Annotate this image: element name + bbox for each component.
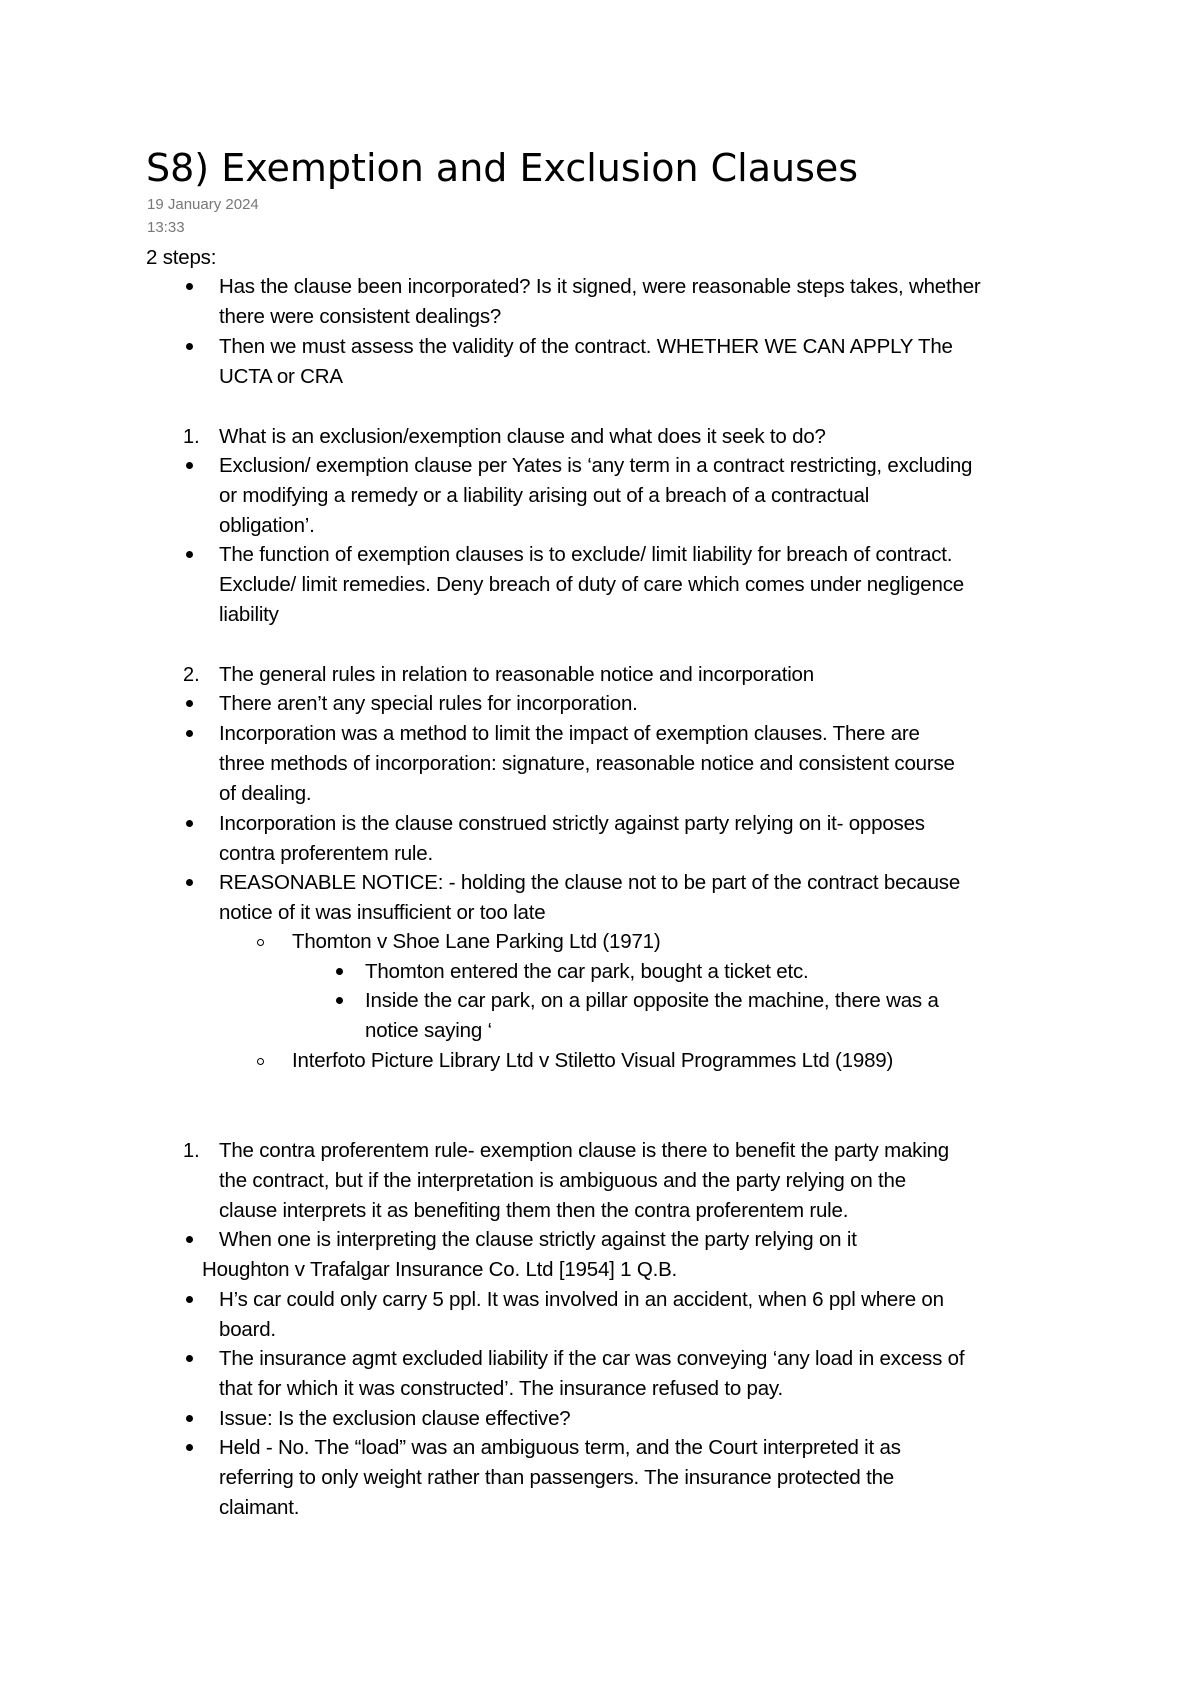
- bullet-line: Held - No. The “load” was an ambiguous term, and the Court interpreted it as: [219, 1436, 901, 1459]
- bullet-line: that for which it was constructed’. The insurance refused to pay.: [219, 1377, 783, 1400]
- bullet-icon: [186, 1444, 193, 1451]
- bullet-line: notice of it was insufficient or too late: [219, 901, 546, 924]
- bullet-line: referring to only weight rather than passengers. The insurance protected the: [219, 1466, 894, 1489]
- bullet-line: The insurance agmt excluded liability if the car was conveying ‘any load in excess of: [219, 1347, 965, 1370]
- bullet-line: board.: [219, 1318, 276, 1341]
- section-heading: clause interprets it as benefiting them then the contra proferentem rule.: [219, 1199, 849, 1222]
- bullet-line: There aren’t any special rules for incorporation.: [219, 692, 638, 715]
- bullet-line: contra proferentem rule.: [219, 842, 433, 865]
- bullet-line: H’s car could only carry 5 ppl. It was involved in an accident, when 6 ppl where on: [219, 1288, 944, 1311]
- bullet-line: Exclude/ limit remedies. Deny breach of duty of care which comes under negligence: [219, 573, 964, 596]
- list-number: 2.: [183, 664, 200, 686]
- intro-text: 2 steps:: [146, 246, 217, 269]
- bullet-icon: [186, 343, 193, 350]
- bullet-icon: [186, 730, 193, 737]
- bullet-line: obligation’.: [219, 514, 315, 537]
- list-number: 1.: [183, 1140, 200, 1162]
- step-line: UCTA or CRA: [219, 365, 343, 388]
- step-line: there were consistent dealings?: [219, 305, 502, 328]
- sub-bullet-line: Thomton entered the car park, bought a ticket etc.: [365, 960, 809, 983]
- bullet-icon: [186, 551, 193, 558]
- case-name: Interfoto Picture Library Ltd v Stiletto Visual Programmes Ltd (1989): [292, 1049, 894, 1072]
- bullet-icon: [186, 462, 193, 469]
- bullet-icon: [186, 283, 193, 290]
- bullet-icon: [336, 997, 343, 1004]
- bullet-line: Incorporation was a method to limit the impact of exemption clauses. There are: [219, 722, 920, 745]
- step-line: Has the clause been incorporated? Is it signed, were reasonable steps takes, whether: [219, 275, 981, 298]
- page-title: S8) Exemption and Exclusion Clauses: [146, 146, 859, 190]
- bullet-line: The function of exemption clauses is to exclude/ limit liability for breach of contract.: [219, 543, 953, 566]
- bullet-line: liability: [219, 603, 279, 626]
- bullet-line: REASONABLE NOTICE: - holding the clause not to be part of the contract because: [219, 871, 961, 894]
- step-line: Then we must assess the validity of the contract. WHETHER WE CAN APPLY The: [219, 335, 953, 358]
- bullet-line: or modifying a remedy or a liability arising out of a breach of a contractual: [219, 484, 870, 507]
- page-time: 13:33: [147, 219, 185, 236]
- bullet-line: Exclusion/ exemption clause per Yates is ‘any term in a contract restricting, excluding: [219, 454, 973, 477]
- bullet-icon: [186, 700, 193, 707]
- bullet-icon: [186, 1296, 193, 1303]
- bullet-icon: [186, 1415, 193, 1422]
- case-name: Thomton v Shoe Lane Parking Ltd (1971): [292, 930, 661, 953]
- bullet-icon: [186, 820, 193, 827]
- bullet-line: Incorporation is the clause construed strictly against party relying on it- opposes: [219, 812, 925, 835]
- bullet-icon: [336, 968, 343, 975]
- bullet-line: When one is interpreting the clause strictly against the party relying on it: [219, 1228, 857, 1251]
- sub-bullet-line: Inside the car park, on a pillar opposite the machine, there was a: [365, 989, 939, 1012]
- bullet-line: three methods of incorporation: signature, reasonable notice and consistent course: [219, 752, 955, 775]
- case-name: Houghton v Trafalgar Insurance Co. Ltd [1954] 1 Q.B.: [202, 1258, 678, 1281]
- circle-bullet-icon: [257, 939, 264, 946]
- bullet-icon: [186, 1355, 193, 1362]
- bullet-line: of dealing.: [219, 782, 312, 805]
- list-number: 1.: [183, 426, 200, 448]
- bullet-line: claimant.: [219, 1496, 300, 1519]
- bullet-icon: [186, 879, 193, 886]
- page-date: 19 January 2024: [147, 196, 259, 213]
- section-heading: What is an exclusion/exemption clause and what does it seek to do?: [219, 425, 826, 448]
- section-heading: the contract, but if the interpretation is ambiguous and the party relying on the: [219, 1169, 906, 1192]
- bullet-icon: [186, 1236, 193, 1243]
- section-heading: The contra proferentem rule- exemption clause is there to benefit the party making: [219, 1139, 949, 1162]
- section-heading: The general rules in relation to reasonable notice and incorporation: [219, 663, 814, 686]
- bullet-line: Issue: Is the exclusion clause effective?: [219, 1407, 571, 1430]
- sub-bullet-line: notice saying ‘: [365, 1019, 492, 1042]
- circle-bullet-icon: [257, 1058, 264, 1065]
